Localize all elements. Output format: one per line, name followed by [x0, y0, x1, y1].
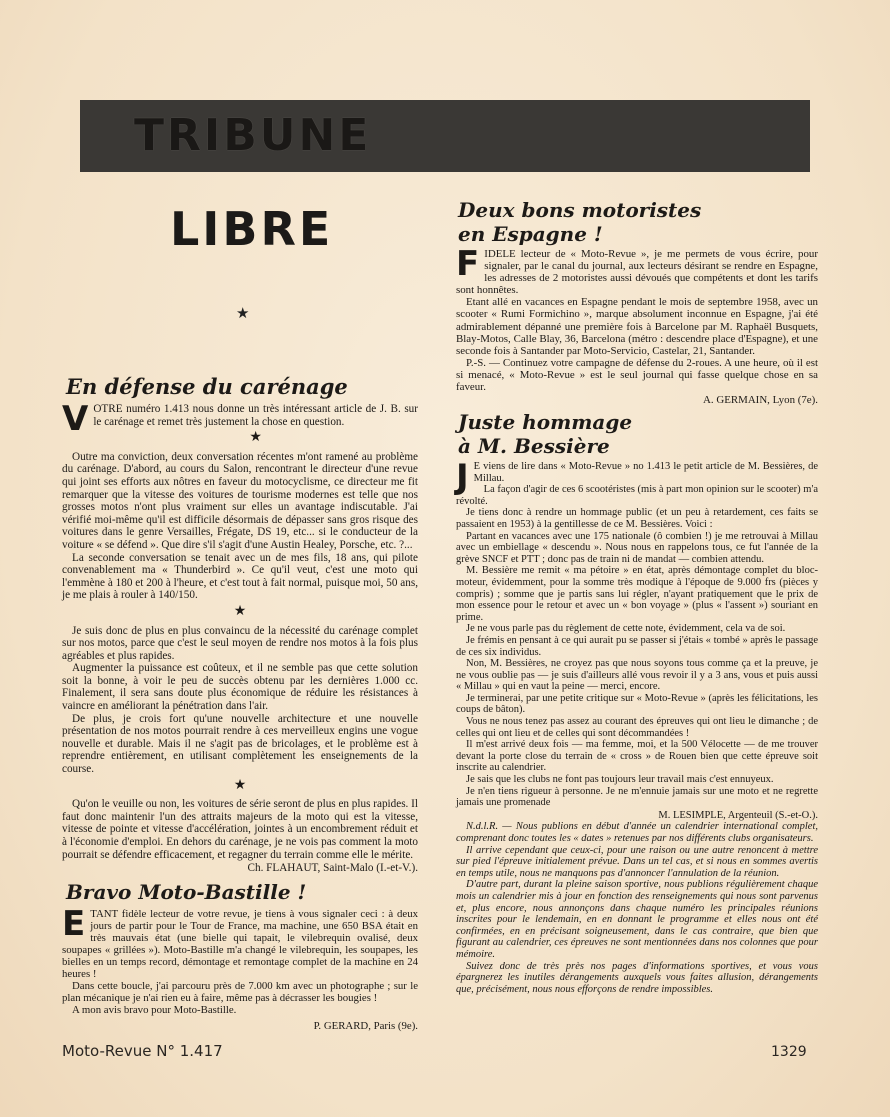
editor-note: Il arrive cependant que ceux-ci, pour une raison ou une autre renoncent à mettre sur pied l'épreuve initialement prévue. Dans un tel cas, et si nous en sommes avertis en temps utile, nous ne manquons pas d'annoncer l'annulation de la réunion.: [456, 844, 818, 879]
paragraph: Dans cette boucle, j'ai parcouru près de 7.000 km avec un photographe ; sur le plan mécanique je n'ai rien eu à faire, même pas à décrasser les bougies !: [62, 980, 418, 1004]
article-lead: [62, 904, 418, 980]
paragraph: P.-S. — Continuez votre campagne de défense du 2-roues. A une heure, où il est si menacé, « Moto-Revue » est le seul journal qui fasse quelque chose en sa faveur.: [456, 356, 818, 394]
paragraph: Etant allé en vacances en Espagne pendant le mois de septembre 1958, avec un scooter « Rumi Formichino », marque absolument inconnue en Espagne, j'ai été admirablement dépanné une première fois à Barcelone par M. Raphaël Busquets, Blay-Motos, Calle Blay, 36, Barcelona (métro : descendre place d'Espagne), et une seconde fois à Santander par Moto-Servicio, Castelar, 21, Santander.: [456, 296, 818, 357]
paragraph: Augmenter la puissance est coûteux, et il ne semble pas que cette solution soit la bonne, à voir le peu de succès obtenu par les dernières 1.000 cc. Finalement, il sera sans doute plus économique de réduire les résistances à vaincre en améliorant la pénétration dans l'air.: [62, 662, 418, 713]
drop-cap: V: [62, 399, 89, 439]
article-heading-carenage: En défense du carénage: [66, 374, 348, 399]
paragraph: Il m'est arrivé deux fois — ma femme, moi, et la 500 Vélocette — de me trouver devant la porte close du terrain de « cross » de Rouen bien que cette épreuve soit inscrite au calendrier.: [456, 739, 818, 774]
article-lead: [62, 399, 418, 439]
heading-line: à M. Bessière: [458, 434, 610, 458]
lead-text: TANT fidèle lecteur de votre revue, je tiens à vous signaler ceci : à deux jours de partir pour le Tour de France, ma machine, une 650 BSA était en très mauvais état (une bielle qui tapait, le vilebrequin ovalisé, deux soupapes « grillées »). Moto-Bastille m'a changé le vilebrequin, les soupapes, les bielles en un temps record, démontage et remontage complet de la machine en 24 heures !: [62, 908, 418, 980]
signature: A. GERMAIN, Lyon (7e).: [703, 394, 818, 407]
star-separator: ★: [233, 777, 247, 793]
paragraph: De plus, je crois fort qu'une nouvelle architecture et une nouvelle présentation de nos motos pourrait rendre à ces merveilleux engins une vogue nouvelle et durable. Mais il ne s'agit pas de bricolages, et le problème est à reprendre entièrement, en utilisant complètement les enseignements de la course.: [62, 712, 418, 776]
star-separator: ★: [233, 603, 247, 619]
paragraph: Je ne vous parle pas du règlement de cette note, évidemment, cela va de soi.: [466, 623, 786, 635]
paragraph: A mon avis bravo pour Moto-Bastille.: [72, 1004, 237, 1016]
paragraph: Je n'en tiens rigueur à personne. Je ne m'ennuie jamais sur une moto et ne regrette jamais une promenade: [456, 785, 818, 809]
paragraph: Je tiens donc à rendre un hommage public (et un peu à retardement, ces faits se passaient en 1953) à la gentillesse de ce M. Bessières. Voici :: [456, 507, 818, 530]
drop-cap: J: [456, 457, 469, 497]
lead-text: E viens de lire dans « Moto-Revue » no 1.413 le petit article de M. Bessières, de Millau.: [473, 461, 818, 484]
paragraph: Partant en vacances avec une 175 nationale (ô combien !) je me retrouvai à Millau avec un embiellage « descendu ». Nous nous en rappelons tous, ce fut l'année de la grève SNCF et PTT ; donc pas de train ni de mandat — combien attendu.: [456, 530, 818, 565]
editor-note: D'autre part, durant la pleine saison sportive, nous publions régulièrement chaque mois un calendrier mis à jour en fonction des renseignements qui nous sont parvenus et, plus encore, nous annonçons dans chaque numéro les principales réunions inscrites pour le lendemain, en en donnant le programme et elles nous ont été confirmées, en en précisant soigneusement, dans le cas contraire, que bien que figurant au calendrier, ces épreuves ne sont mentionnées dans nos colonnes que pour mémoire.: [456, 879, 818, 960]
page-number: 1329: [771, 1044, 807, 1060]
paragraph: La seconde conversation se tenait avec un de mes fils, 18 ans, qui pilote convenablement ma « Thunderbird ». Ce qu'il veut, c'est une moto qui l'emmène à 180 et 200 à l'heure, et c'est tout à fait normal, puisque moi, 50 ans, je me plais à rouler à 140/150.: [62, 551, 418, 602]
article-heading-bastille: Bravo Moto-Bastille !: [66, 880, 307, 904]
paragraph: Je suis donc de plus en plus convaincu de la nécessité du carénage complet sur nos motos, parce que c'est le seul moyen de rendre nos motos à la fois plus agréables et plus rapides.: [62, 624, 418, 662]
signature: P. GERARD, Paris (9e).: [313, 1020, 418, 1032]
header-banner: [80, 100, 810, 172]
footer-issue: Moto-Revue N° 1.417: [62, 1042, 223, 1060]
article-bastille: [62, 904, 418, 1032]
lead-text: IDELE lecteur de « Moto-Revue », je me permets de vous écrire, pour signaler, par le canal du journal, aux lecteurs désirant se rendre en Espagne, les adresses de 2 motoristes aussi dévoués que compétents et dont les tarifs sont honnêtes.: [456, 248, 818, 297]
article-carenage: [62, 399, 418, 875]
drop-cap: F: [456, 244, 480, 284]
article-heading-espagne: [458, 198, 701, 246]
editor-note: N.d.l.R. — Nous publions en début d'année un calendrier international complet, comprenant donc toutes les « dates » retenues par nos différents clubs organisateurs.: [456, 821, 818, 844]
lead-text: OTRE numéro 1.413 nous donne un très intéressant article de J. B. sur le carénage et remet très justement la chose en question.: [93, 403, 418, 428]
paragraph: La façon d'agir de ces 6 scootéristes (mis à part mon opinion sur le scooter) m'a révolté.: [456, 484, 818, 507]
paragraph: Vous ne nous tenez pas assez au courant des épreuves qui ont lieu le dimanche ; de celles qui ont lieu et de celles qui sont décommandées !: [456, 716, 818, 739]
signature: Ch. FLAHAUT, Saint-Malo (I.-et-V.).: [247, 862, 418, 875]
heading-line: Juste hommage: [458, 410, 633, 434]
article-bessiere: [456, 457, 818, 995]
signature: M. LESIMPLE, Argenteuil (S.-et-O.).: [658, 809, 818, 821]
heading-line: Deux bons motoristes: [458, 198, 702, 222]
paragraph: Qu'on le veuille ou non, les voitures de série seront de plus en plus rapides. Il faut donc maintenir l'un des attraits majeurs de la moto qui est la vitesse, vitesse de pointe et vitesse d'accélération, jointes à un encombrement réduit et à l'économie d'emploi. En dehors du carénage, je ne vois pas comment la moto pourrait se défendre efficacement, et regagner du terrain comme elle le mérite.: [62, 798, 418, 861]
paragraph: Je frémis en pensant à ce qui aurait pu se passer si j'étais « tombé » après le passage de ces six individus.: [456, 634, 818, 658]
article-lead: [456, 244, 818, 297]
paragraph: Je terminerai, par une petite critique sur « Moto-Revue » (après les félicitations, les coups de bâton).: [456, 692, 818, 716]
article-heading-bessiere: [458, 410, 632, 458]
star-separator: ★: [249, 430, 262, 446]
editor-note: Suivez donc de très près nos pages d'informations sportives, et vous vous épargnerez les inutiles dérangements auxquels vous faites allusion, dérangements que, précisément, nous nous efforçons de rendre impossibles.: [456, 960, 818, 995]
paragraph: M. Bessière me remit « ma pétoire » en état, après démontage complet du bloc-moteur, évidemment, pour la somme très modique à l'époque de 9.000 frs (pièces y compris) ; somme que je partis sans lui régler, n'ayant pratiquement que le prix de mon essence pour le retour et avec un « bon voyage » (plus « l'assent ») souriant en prime.: [456, 565, 818, 623]
paragraph: Je sais que les clubs ne font pas toujours leur travail mais c'est ennuyeux.: [466, 774, 774, 786]
banner-title: TRIBUNE: [134, 110, 372, 161]
drop-cap: E: [62, 904, 86, 944]
page-subtitle: LIBRE: [170, 202, 334, 256]
heading-line: en Espagne !: [458, 222, 603, 246]
article-espagne: [456, 244, 818, 407]
paragraph: Outre ma conviction, deux conversation récentes m'ont ramené au problème du carénage. D'abord, au cours du Salon, rencontrant le directeur d'une revue qui joint ses efforts aux nôtres en faveur du motocyclisme, ce directeur me fit remarquer que la vitesse des voitures de tourisme modernes est telle que nos grosses motos n'ont plus vraiment sur elles un avantage indiscutable. J'ai vérifié moi-même qu'il est difficile désormais de dépasser sans gros risque des voitures dans le genre Versailles, Frégate, DS 19, etc... si le conducteur de la voiture « se défend ». Que dire s'il s'agit d'une Austin Healey, Porsche, etc. ?...: [62, 450, 418, 551]
star-separator: ★: [236, 304, 250, 322]
paragraph: Non, M. Bessières, ne croyez pas que nous soyons tous comme ça et la preuve, je ne vous oublie pas — je suis d'ailleurs allé vous revoir il y a 3 ans, vous et puis aussi « Millau » qui en vaut la peine — merci, encore.: [456, 658, 818, 693]
